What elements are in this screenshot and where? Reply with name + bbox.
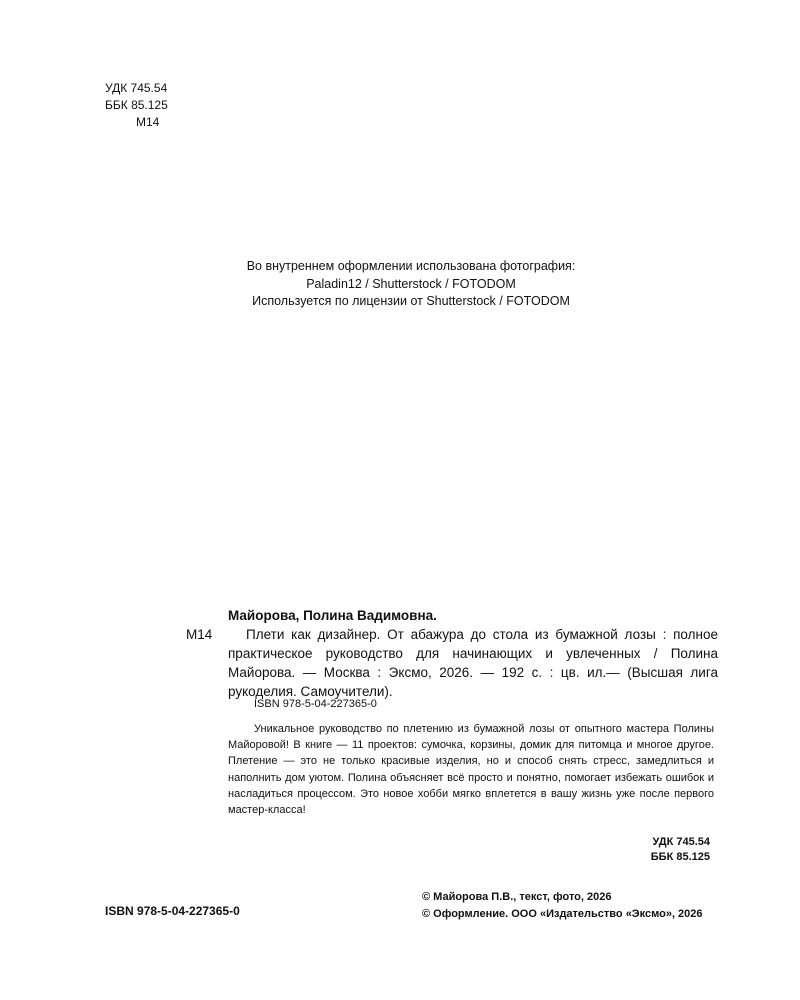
- isbn-bottom: ISBN 978-5-04-227365-0: [105, 904, 240, 918]
- author-mark: М14: [136, 115, 160, 129]
- author-name: Майорова, Полина Вадимовна.: [228, 608, 437, 623]
- photo-credit-line: Paladin12 / Shutterstock / FOTODOM: [306, 276, 516, 291]
- classification-bottom: [560, 835, 710, 865]
- bibliographic-description: Плети как дизайнер. От абажура до стола из бумажной лозы : полное практическое руководство для начинающих и увлеченных / Полина Майорова. — Москва : Эксмо, 2026. — 192 с. : цв. ил.— (Высшая лига рукоделия. Самоучители).: [228, 627, 718, 699]
- copyright-line: © Майорова П.В., текст, фото, 2026: [422, 891, 612, 903]
- bbk-code: ББК 85.125: [105, 98, 168, 112]
- photo-credit-line: Используется по лицензии от Shutterstock / FOTODOM: [252, 294, 570, 308]
- bib-author-mark: М14: [186, 627, 213, 642]
- photo-credit: [0, 258, 800, 311]
- isbn-inline: ISBN 978-5-04-227365-0: [254, 698, 377, 710]
- copyright-block: [422, 889, 703, 923]
- annotation: Уникальное руководство по плетению из бумажной лозы от опытного мастера Полины Майоровой! В книге — 11 проектов: сумочка, корзины, домик для питомца и многое другое. Плетение — это не только красивые изделия, но и способ снять стресс, замедлиться и наполнить дом уютом. Полина объясняет всё просто и понятно, помогает избежать ошибок и насладиться процессом. Это новое хобби мягко вплетется в вашу жизнь уже после первого мастер-класса!: [228, 723, 714, 817]
- photo-credit-line: Во внутреннем оформлении использована фотография:: [246, 259, 576, 273]
- bbk-code: ББК 85.125: [650, 851, 710, 863]
- copyright-line: © Оформление. ООО «Издательство «Эксмо», 2026: [422, 908, 703, 920]
- classification-top: [105, 80, 168, 131]
- udk-code: УДК 745.54: [105, 81, 168, 95]
- bibliographic-record: [228, 606, 718, 701]
- udk-code: УДК 745.54: [652, 836, 710, 848]
